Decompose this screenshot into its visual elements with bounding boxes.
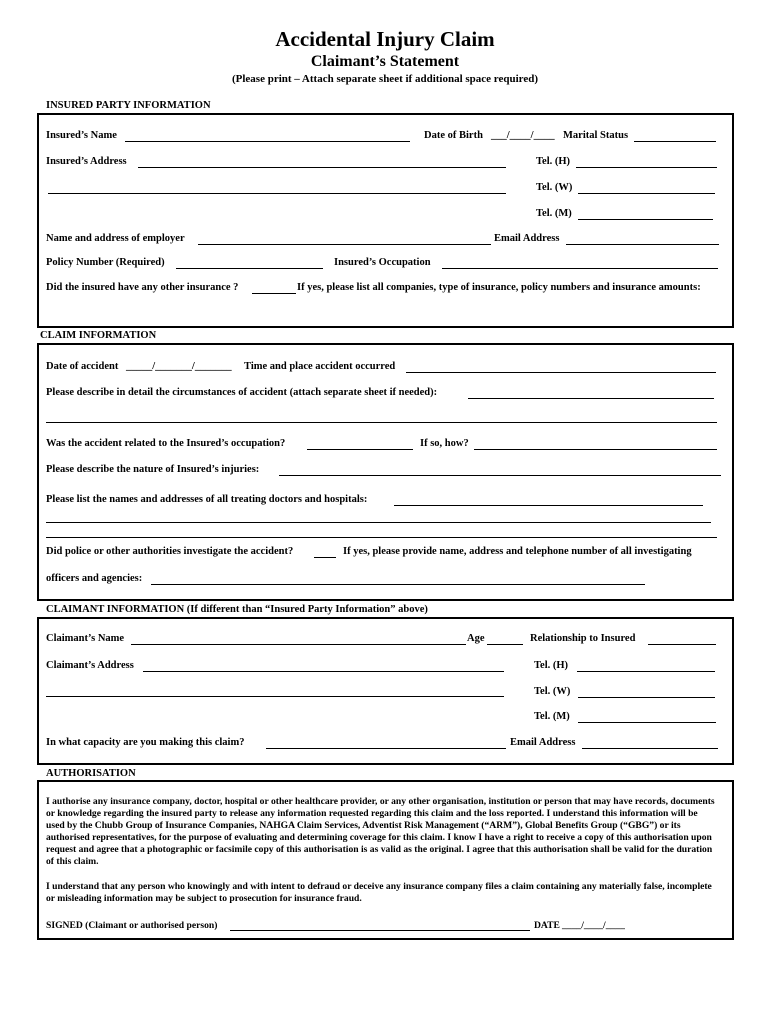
circumstances-line2[interactable]: [46, 422, 717, 423]
other-insurance-field[interactable]: [252, 293, 296, 294]
injuries-label: Please describe the nature of Insured’s injuries:: [46, 464, 260, 475]
insured-tel-m-field[interactable]: [578, 219, 713, 220]
claimant-name-label: Claimant’s Name: [46, 633, 125, 644]
relationship-field[interactable]: [648, 644, 716, 645]
authorisation-paragraph-1: I authorise any insurance company, doctor, hospital or other healthcare provider, or any other organisation, institution or person that may have records, documents or knowledge regarding the insured party to release any information requested regarding this claim and the loss reported. I understand this information will be used by the Chubb Group of Insurance Companies, NAHGA Claim Services, Adventist Risk Management (“ARM”), Global Benefits Group (“GBG”) or its authorised representatives, for the purpose of evaluating and determining coverage for this claim. I know I have a right to receive a copy of this authorisation upon request and agree that a photographic or facsimile copy of this authorisation is as valid as the original. I agree that this authorisation shall be valid for the duration of this claim.: [46, 796, 715, 867]
claimant-tel-w-label: Tel. (W): [534, 686, 571, 697]
claimant-address-line2[interactable]: [46, 696, 504, 697]
employer-label: Name and address of employer: [46, 233, 185, 244]
insured-tel-w-label: Tel. (W): [536, 182, 573, 193]
claimant-tel-h-field[interactable]: [577, 671, 715, 672]
insured-name-field[interactable]: [125, 141, 410, 142]
time-place-field[interactable]: [406, 372, 716, 373]
other-insurance-followup: If yes, please list all companies, type of insurance, policy numbers and insurance amounts:: [297, 282, 701, 293]
claimant-tel-h-label: Tel. (H): [534, 660, 569, 671]
insured-email-label: Email Address: [494, 233, 560, 244]
insured-tel-h-field[interactable]: [576, 167, 717, 168]
section-title-insured: INSURED PARTY INFORMATION: [46, 100, 211, 111]
injuries-field[interactable]: [279, 475, 721, 476]
insured-address-label: Insured’s Address: [46, 156, 127, 167]
other-insurance-label: Did the insured have any other insurance ?: [46, 282, 239, 293]
employer-field[interactable]: [198, 244, 491, 245]
policy-number-field[interactable]: [176, 268, 323, 269]
claimant-tel-m-label: Tel. (M): [534, 711, 570, 722]
accident-date-label: Date of accident: [46, 361, 119, 372]
relationship-label: Relationship to Insured: [530, 633, 636, 644]
insured-address-field[interactable]: [138, 167, 506, 168]
if-so-how-field[interactable]: [474, 449, 717, 450]
officers-label: officers and agencies:: [46, 573, 143, 584]
insured-occupation-label: Insured’s Occupation: [334, 257, 431, 268]
insured-tel-h-label: Tel. (H): [536, 156, 571, 167]
insured-dob-field[interactable]: ___/____/____: [491, 130, 555, 141]
form-instructions: (Please print – Attach separate sheet if additional space required): [231, 73, 539, 85]
capacity-label: In what capacity are you making this claim?: [46, 737, 245, 748]
signature-label: SIGNED (Claimant or authorised person): [46, 920, 218, 931]
occupation-related-field[interactable]: [307, 449, 413, 450]
accident-date-field[interactable]: _____/_______/_______: [126, 361, 232, 372]
claimant-email-label: Email Address: [510, 737, 576, 748]
insured-section-box: [37, 113, 734, 328]
claimant-email-field[interactable]: [582, 748, 718, 749]
claimant-name-field[interactable]: [131, 644, 466, 645]
insured-occupation-field[interactable]: [442, 268, 718, 269]
claimant-address-field[interactable]: [143, 671, 504, 672]
policy-number-label: Policy Number (Required): [46, 257, 165, 268]
police-followup: If yes, please provide name, address and telephone number of all investigating: [343, 546, 692, 557]
claimant-tel-w-field[interactable]: [578, 697, 715, 698]
insured-name-label: Insured’s Name: [46, 130, 117, 141]
capacity-field[interactable]: [266, 748, 506, 749]
insured-dob-label: Date of Birth: [424, 130, 483, 141]
police-field[interactable]: [314, 557, 336, 558]
officers-field[interactable]: [151, 584, 645, 585]
claimant-tel-m-field[interactable]: [578, 722, 716, 723]
police-label: Did police or other authorities investigate the accident?: [46, 546, 294, 557]
signature-date-label: DATE: [534, 920, 560, 931]
signature-field[interactable]: [230, 930, 530, 931]
form-subtitle: Claimant’s Statement: [310, 53, 460, 70]
authorisation-paragraph-2: I understand that any person who knowingly and with intent to defraud or deceive any insurance company files a claim containing any materially false, incomplete or misleading information may be subject to prosecution for insurance fraud.: [46, 881, 712, 904]
occupation-related-label: Was the accident related to the Insured’s occupation?: [46, 438, 286, 449]
signature-date-field[interactable]: ____/____/____: [562, 920, 625, 931]
section-title-claimant: CLAIMANT INFORMATION (If different than “Insured Party Information” above): [46, 604, 428, 615]
claimant-address-label: Claimant’s Address: [46, 660, 134, 671]
insured-tel-m-label: Tel. (M): [536, 208, 572, 219]
form-title: Accidental Injury Claim: [275, 27, 495, 51]
insured-marital-field[interactable]: [634, 141, 716, 142]
insured-email-field[interactable]: [566, 244, 719, 245]
time-place-label: Time and place accident occurred: [244, 361, 396, 372]
insured-tel-w-field[interactable]: [578, 193, 715, 194]
section-title-authorisation: AUTHORISATION: [46, 768, 136, 779]
circumstances-field[interactable]: [468, 398, 714, 399]
doctors-line3[interactable]: [46, 537, 717, 538]
doctors-line2[interactable]: [46, 522, 711, 523]
if-so-how-label: If so, how?: [420, 438, 469, 449]
insured-address-line2[interactable]: [48, 193, 506, 194]
doctors-field[interactable]: [394, 505, 703, 506]
insured-marital-label: Marital Status: [563, 130, 629, 141]
circumstances-label: Please describe in detail the circumstances of accident (attach separate sheet if needed):: [46, 387, 438, 398]
section-title-claim: CLAIM INFORMATION: [40, 330, 157, 341]
doctors-label: Please list the names and addresses of all treating doctors and hospitals:: [46, 494, 368, 505]
claimant-age-label: Age: [467, 633, 485, 644]
claimant-age-field[interactable]: [487, 644, 523, 645]
